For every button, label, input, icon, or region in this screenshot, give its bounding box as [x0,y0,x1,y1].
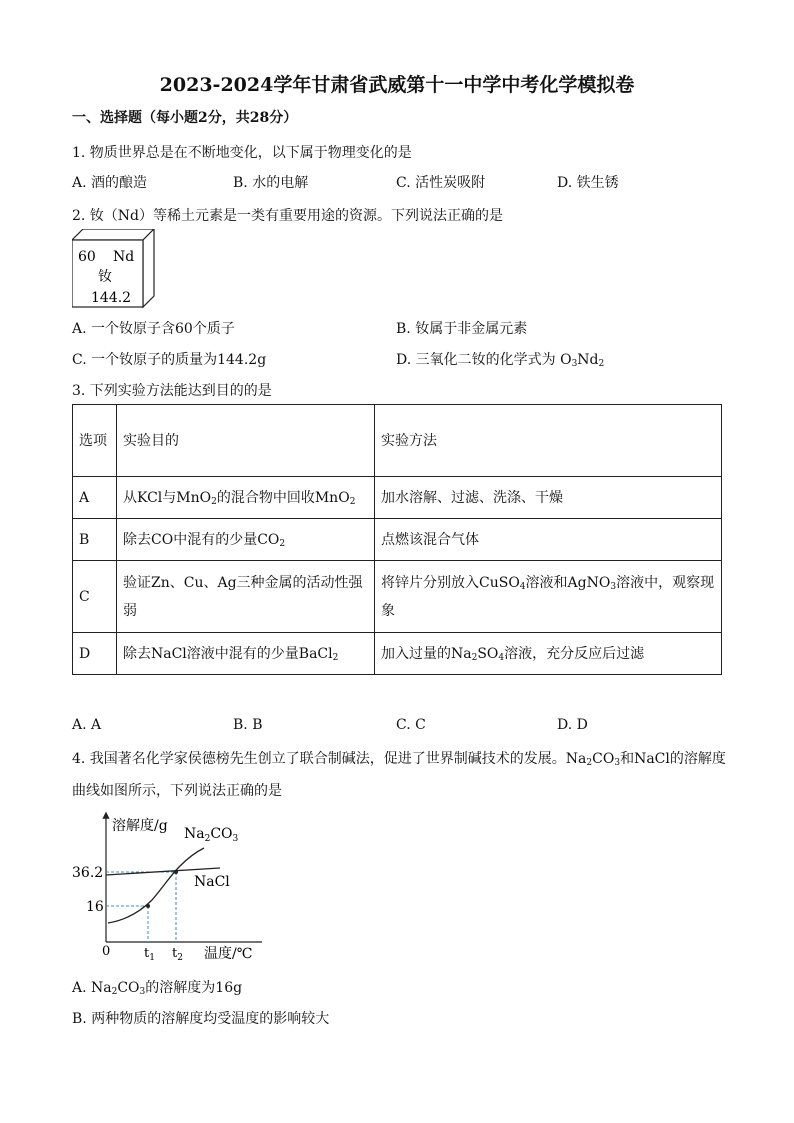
point-t1 [146,904,150,908]
question-1-stem: 1. 物质世界总是在不断地变化，以下属于物理变化的是 [72,145,412,161]
section-heading: 一、选择题（每小题2分，共28分） [72,110,298,126]
y-tick-16: 16 [86,899,104,915]
element-cell-cube [72,229,158,311]
row-key: B [73,519,117,561]
q3-option-d[interactable]: D. D [557,717,588,733]
question-4-stem-line1: 4. 我国著名化学家侯德榜先生创立了联合制碱法，促进了世界制碱技术的发展。$Na_2CO_3$和NaCl的溶解度 [72,751,726,768]
na2co3-curve [108,848,204,923]
atomic-number: 60 [78,249,96,265]
table-row [73,633,722,675]
table-row [73,561,722,633]
row-goal: 验证Zn、Cu、Ag三种金属的活动性强弱 [117,561,375,633]
row-goal: 从KCl与MnO$_2$的混合物中回收MnO$_2$ [117,477,375,519]
x-axis-label: 温度/℃ [204,946,253,962]
header-goal: 实验目的 [117,405,375,477]
row-method: 加入过量的$Na_2SO_4$溶液，充分反应后过滤 [375,633,722,675]
na2co3-label: $Na_2CO_3$ [184,826,239,844]
q2-option-c[interactable]: C. 一个钕原子的质量为144.2g [72,352,267,368]
row-method: 加水溶解、过滤、洗涤、干燥 [375,477,722,519]
question-3-stem: 3. 下列实验方法能达到目的的是 [72,383,272,399]
y-tick-36-2: 36.2 [72,865,104,881]
row-method: 将锌片分别放入CuSO$_4$溶液和AgNO$_3$溶液中，观察现象 [375,561,722,633]
q3-option-b[interactable]: B. B [233,717,263,733]
point-t2 [174,870,178,874]
y-axis-label: 溶解度/g [112,818,168,834]
page-title: 2023-2024学年甘肃省武威第十一中学中考化学模拟卷 [159,74,635,96]
q3-option-a[interactable]: A. A [72,717,102,733]
q3-option-c[interactable]: C. C [396,717,426,733]
header-option: 选项 [73,405,117,477]
question-4-stem-line2: 曲线如图所示，下列说法正确的是 [72,783,282,799]
q1-option-c[interactable]: C. 活性炭吸附 [396,175,486,191]
q2-option-d[interactable]: D. 三氧化二钕的化学式为 $O_3Nd_2$ [396,352,605,369]
nacl-label: NaCl [194,874,230,890]
row-goal: 除去CO中混有的少量$CO_2$ [117,519,375,561]
origin-label: 0 [102,944,111,959]
table-row [73,477,722,519]
row-key: D [73,633,117,675]
element-name: 钕 [98,269,112,285]
table-row [73,519,722,561]
atomic-mass: 144.2 [91,290,132,306]
table-header-row [73,405,722,477]
row-key: C [73,561,117,633]
solubility-graph [72,808,272,968]
q4-option-a[interactable]: A. $Na_2CO_3$的溶解度为16g [72,980,243,997]
q1-option-a[interactable]: A. 酒的酿造 [72,175,148,191]
q2-option-a[interactable]: A. 一个钕原子含60个质子 [72,321,235,337]
element-symbol: Nd [113,249,135,265]
t1-label: $t_1$ [144,946,155,963]
question-2-stem: 2. 钕（Nd）等稀土元素是一类有重要用途的资源。下列说法正确的是 [72,208,504,224]
row-key: A [73,477,117,519]
header-method: 实验方法 [375,405,722,477]
row-goal: 除去NaCl溶液中混有的少量BaCl$_2$ [117,633,375,675]
q4-option-b[interactable]: B. 两种物质的溶解度均受温度的影响较大 [72,1011,330,1027]
experiment-table [72,404,722,675]
q2-option-b[interactable]: B. 钕属于非金属元素 [396,321,528,337]
row-method: 点燃该混合气体 [375,519,722,561]
t2-label: $t_2$ [172,946,183,963]
q1-option-d[interactable]: D. 铁生锈 [557,175,619,191]
q1-option-b[interactable]: B. 水的电解 [233,175,309,191]
